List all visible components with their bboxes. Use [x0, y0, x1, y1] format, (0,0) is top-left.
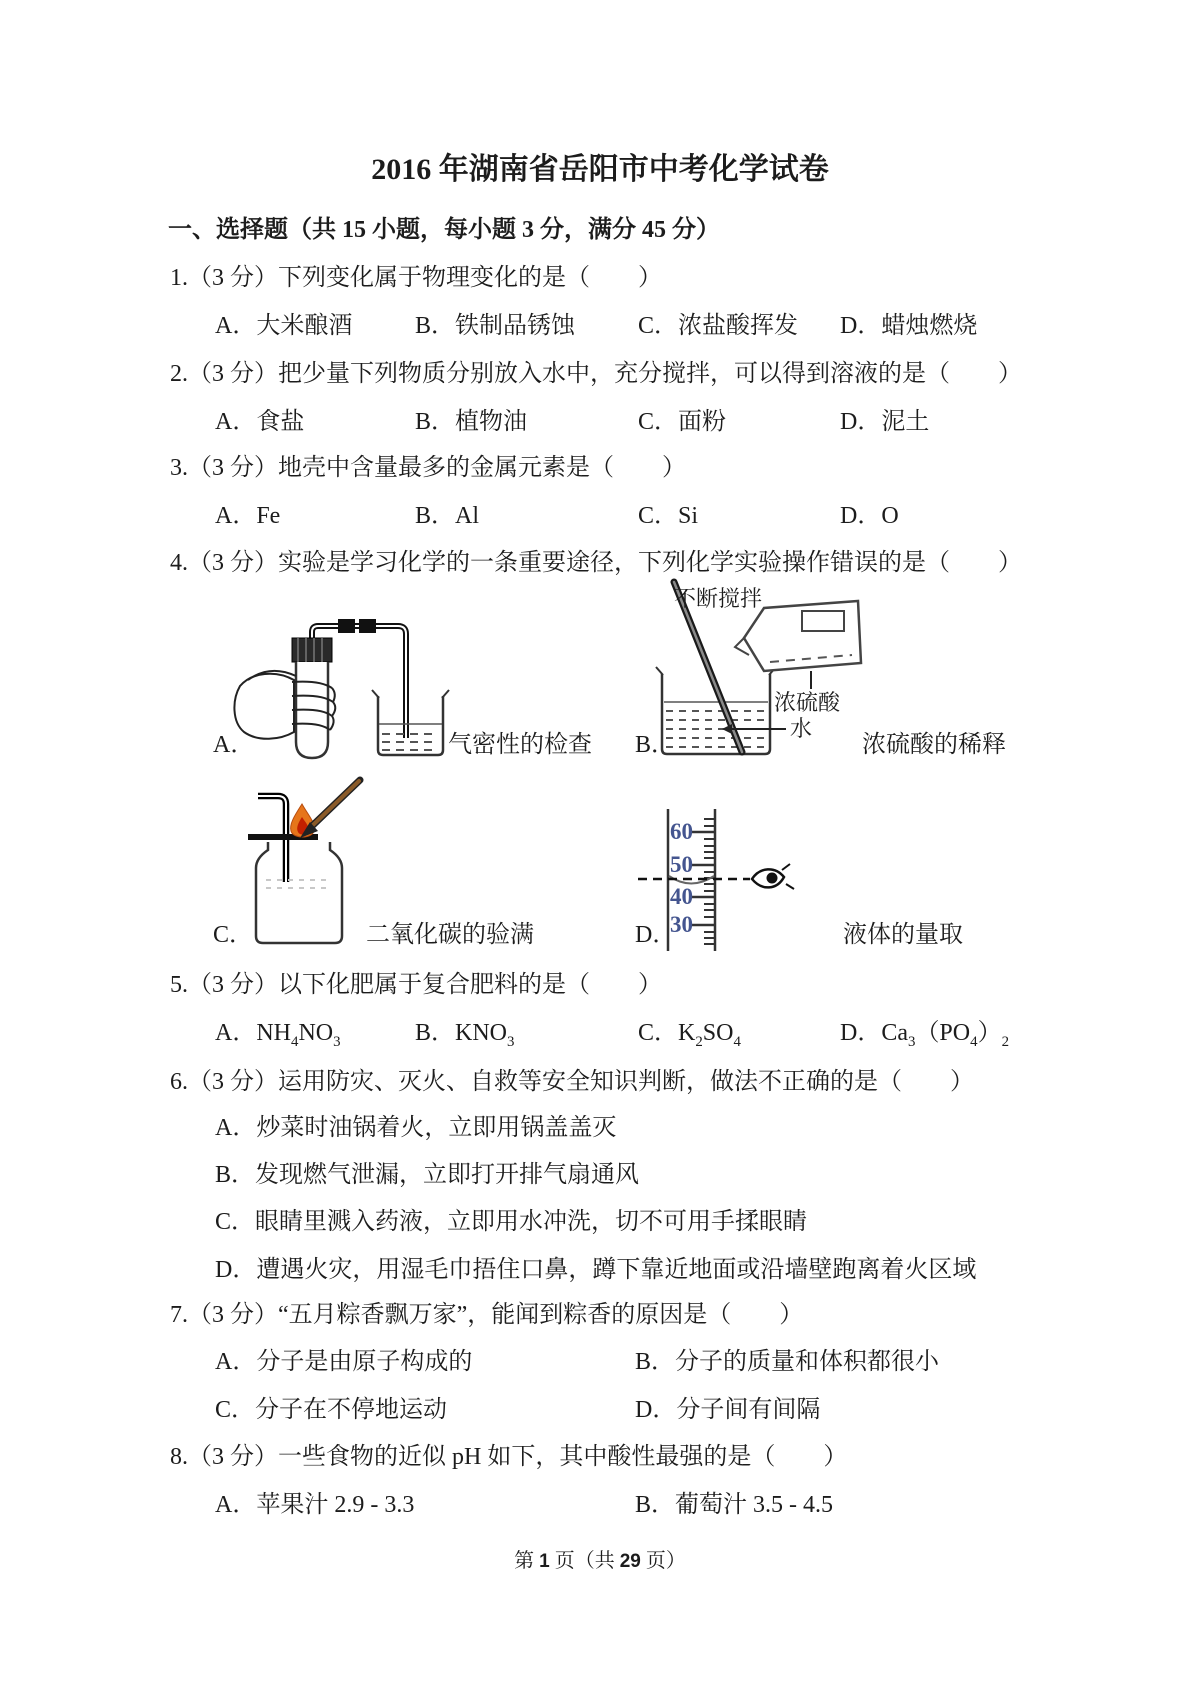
q3-option-d: D．O: [840, 503, 899, 529]
q1-option-a: A．大米酿酒: [215, 313, 353, 339]
water-pointer: [722, 724, 786, 734]
q7-option-d: D．分子间有间隔: [635, 1397, 821, 1423]
exam-title: 2016 年湖南省岳阳市中考化学试卷: [371, 153, 829, 186]
gas-bottle: [256, 842, 342, 943]
q2-option-c: C．面粉: [638, 409, 727, 435]
question-3-stem: 3.（3 分）地壳中含量最多的金属元素是（ ）: [170, 455, 686, 481]
figure-b-caption: 浓硫酸的稀释: [862, 732, 1006, 758]
q5-option-a: A．$NH_4NO_3$: [215, 1020, 341, 1050]
q1-option-d: D．蜡烛燃烧: [840, 313, 978, 339]
question-7-stem: 7.（3 分）“五月粽香飘万家”，能闻到粽香的原因是（ ）: [170, 1302, 804, 1328]
q6-option-a: A．炒菜时油锅着火，立即用锅盖盖灭: [215, 1115, 617, 1141]
figure-a-caption: 气密性的检查: [448, 732, 592, 758]
q3-option-b: B．Al: [415, 503, 480, 529]
q2-option-a: A．食盐: [215, 409, 305, 435]
stir-annotation: 不断搅拌: [674, 586, 763, 611]
question-1-stem: 1.（3 分）下列变化属于物理变化的是（ ）: [170, 265, 662, 291]
question-5-stem: 5.（3 分）以下化肥属于复合肥料的是（ ）: [170, 972, 662, 998]
footer-total-pages: 29: [619, 1551, 641, 1572]
q7-option-a: A．分子是由原子构成的: [215, 1349, 473, 1375]
question-2-stem: 2.（3 分）把少量下列物质分别放入水中，充分搅拌，可以得到溶液的是（ ）: [170, 361, 1022, 387]
q5-option-c: C．$K_2SO_4$: [638, 1020, 741, 1050]
figure-b-label: B．: [635, 732, 676, 758]
section-heading: 一、选择题（共 15 小题，每小题 3 分，满分 45 分）: [168, 217, 720, 243]
q2-option-d: D．泥土: [840, 409, 930, 435]
acid-annotation: 浓硫酸: [774, 690, 841, 715]
footer-text: 页）: [645, 1550, 686, 1572]
footer-text: 第: [514, 1550, 535, 1572]
figure-apparatus-a: [228, 582, 450, 764]
q7-option-b: B．分子的质量和体积都很小: [635, 1349, 940, 1375]
q1-option-b: B．铁制品锈蚀: [415, 313, 576, 339]
footer-page-number: 1: [539, 1551, 550, 1572]
scale-50: 50: [670, 852, 693, 877]
figure-d-label: D．: [635, 922, 677, 948]
q8-option-a: A．苹果汁 2.9 - 3.3: [215, 1492, 415, 1518]
question-4-stem: 4.（3 分）实验是学习化学的一条重要途径，下列化学实验操作错误的是（ ）: [170, 550, 1022, 576]
figure-a-label: A．: [213, 732, 255, 758]
figure-c-caption: 二氧化碳的验满: [366, 922, 534, 948]
q2-option-b: B．植物油: [415, 409, 528, 435]
q6-option-d: D．遭遇火灾，用湿毛巾捂住口鼻，蹲下靠近地面或沿墙壁跑离着火区域: [215, 1257, 977, 1283]
page-footer: [0, 1548, 1200, 1575]
scale-60: 60: [670, 819, 693, 844]
figure-d-caption: 液体的量取: [843, 922, 963, 948]
q6-option-b: B．发现燃气泄漏，立即打开排气扇通风: [215, 1162, 640, 1188]
eye-icon: [752, 864, 794, 889]
water-annotation: 水: [790, 716, 813, 741]
q8-option-b: B．葡萄汁 3.5 - 4.5: [635, 1492, 833, 1518]
acid-bottle: [735, 601, 861, 689]
q7-option-c: C．分子在不停地运动: [215, 1397, 448, 1423]
figure-c-label: C．: [213, 922, 254, 948]
question-6-stem: 6.（3 分）运用防灾、灭火、自救等安全知识判断，做法不正确的是（ ）: [170, 1069, 974, 1095]
scale-40: 40: [670, 884, 693, 909]
question-8-stem: 8.（3 分）一些食物的近似 pH 如下，其中酸性最强的是（ ）: [170, 1444, 848, 1470]
q5-option-d: D．$Ca_3(PO_4)_2$: [840, 1020, 1009, 1050]
q5-option-b: B．$KNO_3$: [415, 1020, 515, 1050]
q1-option-c: C．浓盐酸挥发: [638, 313, 799, 339]
airtightness-check-diagram: [228, 582, 450, 764]
q3-option-a: A．Fe: [215, 503, 281, 529]
beaker: [372, 690, 449, 755]
footer-text: 页（共: [554, 1550, 615, 1572]
scale-30: 30: [670, 912, 693, 937]
burning-splint: [300, 780, 360, 838]
q3-option-c: C．Si: [638, 503, 699, 529]
q6-option-c: C．眼睛里溅入药液，立即用水冲洗，切不可用手揉眼睛: [215, 1209, 808, 1235]
